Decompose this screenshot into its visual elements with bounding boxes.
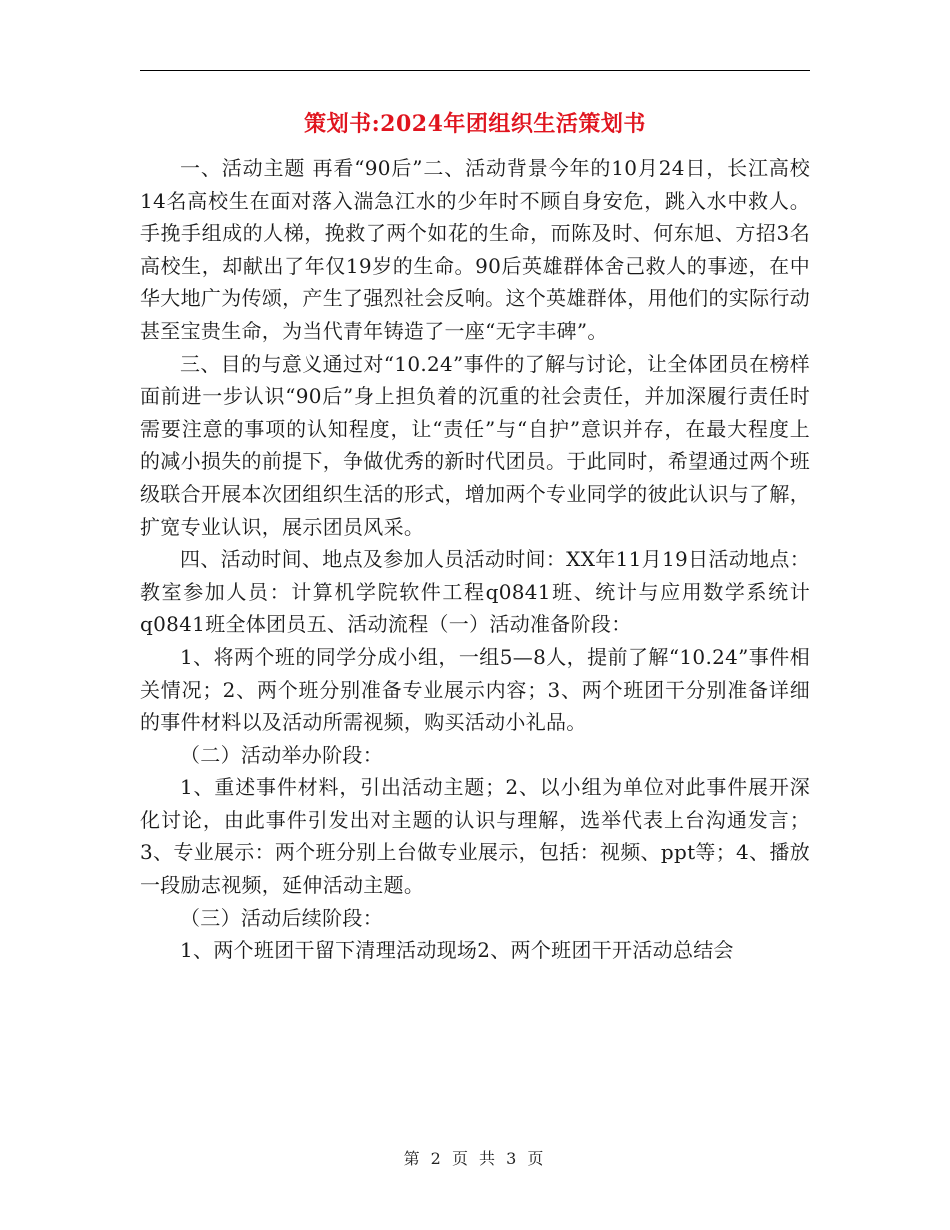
page-number-footer: 第 2 页 共 3 页 [403, 1149, 547, 1168]
paragraph-time-place: 四、活动时间、地点及参加人员活动时间：XX年11月19日活动地点：教室参加人员：计算机学院软件工程q0841班、统计与应用数学系统计q0841班全体团员五、活动流程（一）活动准备阶段： [140, 547, 810, 637]
paragraph-stage-three-steps: 1、两个班团干留下清理活动现场2、两个班团干开活动总结会 [180, 938, 734, 963]
header-rule [140, 70, 810, 71]
document-title: 策划书:2024年团组织生活策划书 [304, 111, 646, 137]
paragraph-purpose: 三、目的与意义通过对“10.24”事件的了解与讨论，让全体团员在榜样面前进一步认识“90后”身上担负着的沉重的社会责任，并加深履行责任时需要注意的事项的认知程度，让“责任”与“自护”意识并存，在最大程度上的减小损失的前提下，争做优秀的新时代团员。于此同时，希望通过两个班级联合开展本次团组织生活的形式，增加两个专业同学的彼此认识与了解，扩宽专业认识，展示团员风采。 [140, 351, 810, 539]
paragraph-stage-two-steps: 1、重述事件材料，引出活动主题；2、以小组为单位对此事件展开深化讨论，由此事件引发出对主题的认识与理解，选举代表上台沟通发言；3、专业展示：两个班分别上台做专业展示，包括：视频、ppt等；4、播放一段励志视频，延伸活动主题。 [140, 775, 810, 898]
paragraph-stage-three-heading: （三）活动后续阶段： [180, 905, 383, 930]
document-body [140, 152, 810, 967]
paragraph-preparation-steps: 1、将两个班的同学分成小组，一组5—8人，提前了解“10.24”事件相关情况；2、两个班分别准备专业展示内容；3、两个班团干分别准备详细的事件材料以及活动所需视频，购买活动小礼品。 [140, 644, 810, 735]
paragraph-background: 一、活动主题 再看“90后”二、活动背景今年的10月24日，长江高校14名高校生在面对落入湍急江水的少年时不顾自身安危，跳入水中救人。手挽手组成的人梯，挽救了两个如花的生命，而陈及时、何东旭、方招3名高校生，却献出了年仅19岁的生命。90后英雄群体舍己救人的事迹，在中华大地广为传颂，产生了强烈社会反响。这个英雄群体，用他们的实际行动甚至宝贵生命，为当代青年铸造了一座“无字丰碑”。 [140, 156, 810, 343]
paragraph-stage-two-heading: （二）活动举办阶段： [180, 742, 383, 767]
